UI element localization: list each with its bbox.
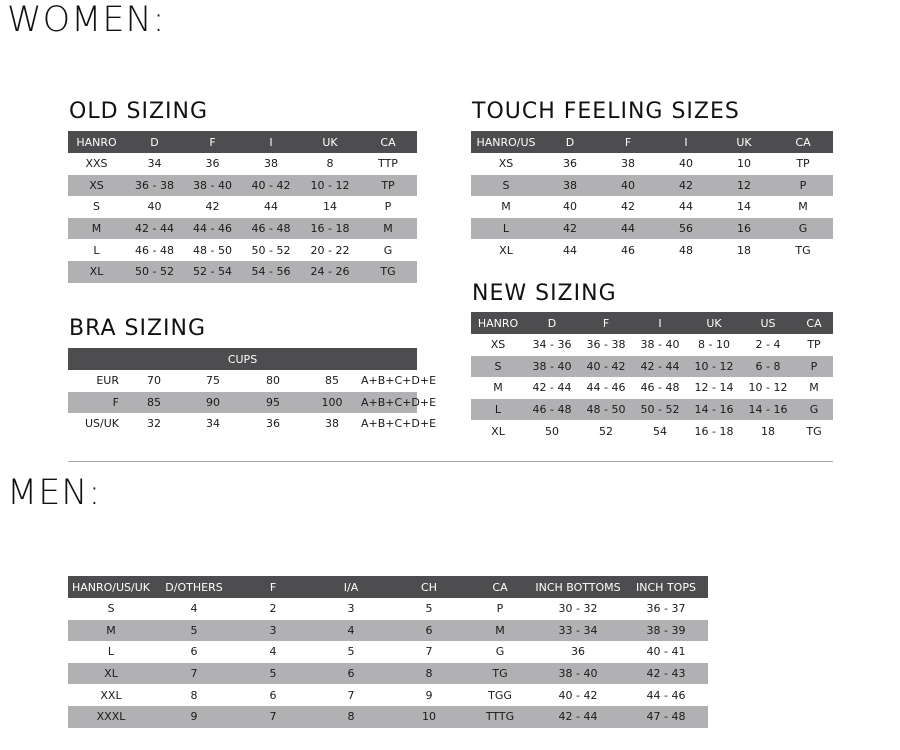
column-header: I bbox=[657, 131, 715, 153]
table-cell: 30 - 32 bbox=[558, 602, 598, 616]
table-cell: 8 bbox=[190, 688, 198, 702]
table-cell: 34 - 36 bbox=[532, 338, 572, 352]
table-cell: 38 - 39 bbox=[624, 620, 708, 642]
column-header: UK bbox=[687, 312, 741, 334]
table-cell: 32 bbox=[147, 417, 161, 431]
table-cell: XXS bbox=[85, 157, 108, 171]
table-cell: 42 - 44 bbox=[125, 218, 184, 240]
table-cell: 10 bbox=[390, 706, 468, 728]
table-row bbox=[68, 218, 417, 240]
table-cell: XL bbox=[68, 261, 125, 283]
table-cell: 40 - 42 bbox=[241, 175, 301, 197]
table-cell: 75 bbox=[206, 374, 220, 388]
women-heading: WOMEN: bbox=[7, 0, 166, 40]
table-cell: 48 - 50 bbox=[193, 243, 232, 257]
table-cell: 42 - 43 bbox=[624, 663, 708, 685]
touch-feeling-title: TOUCH FEELING SIZES bbox=[472, 99, 740, 124]
men-sizing-table bbox=[68, 576, 708, 728]
table-cell: 5 bbox=[425, 602, 433, 616]
table-cell: 20 - 22 bbox=[310, 243, 350, 257]
table-row bbox=[471, 420, 833, 442]
column-header: F bbox=[184, 131, 241, 153]
table-cell: 46 - 48 bbox=[640, 381, 680, 395]
table-cell: 7 bbox=[425, 645, 433, 659]
table-cell: 12 bbox=[715, 175, 773, 197]
column-header: CA bbox=[359, 131, 417, 153]
column-header: INCH TOPS bbox=[624, 576, 708, 598]
table-cell: 8 bbox=[312, 706, 390, 728]
table-cell: TG bbox=[359, 261, 417, 283]
table-cell: 42 bbox=[657, 175, 715, 197]
column-header: HANRO/US bbox=[471, 131, 541, 153]
touch-feeling-table bbox=[471, 131, 833, 261]
table-cell: M bbox=[359, 218, 417, 240]
table-cell: 10 - 12 bbox=[687, 356, 741, 378]
table-header-row bbox=[471, 131, 833, 153]
table-cell: P bbox=[773, 175, 833, 197]
table-cell: 38 bbox=[541, 175, 599, 197]
table-cell: TG bbox=[795, 243, 811, 257]
table-cell: 40 - 42 bbox=[579, 356, 633, 378]
table-cell: 95 bbox=[243, 392, 303, 414]
table-cell: XL bbox=[499, 243, 513, 257]
table-cell: 18 bbox=[761, 424, 775, 438]
table-row bbox=[471, 175, 833, 197]
table-cell: P bbox=[496, 602, 504, 616]
table-cell: TP bbox=[807, 338, 821, 352]
table-header-row bbox=[68, 131, 417, 153]
table-cell: XS bbox=[490, 338, 506, 352]
old-sizing-table bbox=[68, 131, 417, 283]
table-cell: M bbox=[68, 218, 125, 240]
table-cell: G bbox=[383, 243, 393, 257]
table-cell: 52 bbox=[599, 424, 613, 438]
table-cell: 7 bbox=[347, 688, 355, 702]
table-row bbox=[471, 239, 833, 261]
table-row bbox=[471, 399, 833, 421]
new-sizing-title: NEW SIZING bbox=[472, 281, 617, 306]
table-cell: 36 bbox=[571, 645, 585, 659]
table-row bbox=[68, 706, 708, 728]
table-cell: 5 bbox=[347, 645, 355, 659]
column-header: F bbox=[579, 312, 633, 334]
table-cell: 2 bbox=[269, 602, 277, 616]
table-row bbox=[471, 218, 833, 240]
table-cell: 10 bbox=[737, 157, 751, 171]
table-cell: 40 bbox=[147, 200, 162, 214]
table-cell: S bbox=[471, 175, 541, 197]
table-cell: 14 bbox=[737, 200, 751, 214]
table-cell: G bbox=[795, 399, 833, 421]
table-cell: A+B+C+D+E bbox=[361, 374, 437, 388]
table-cell: 46 - 48 bbox=[241, 218, 301, 240]
table-cell: 36 - 37 bbox=[646, 602, 686, 616]
table-cell: EUR bbox=[96, 374, 119, 388]
column-header: CA bbox=[468, 576, 532, 598]
table-cell: M bbox=[798, 200, 808, 214]
table-cell: 48 bbox=[679, 243, 693, 257]
old-sizing-title: OLD SIZING bbox=[69, 99, 209, 124]
table-cell: 40 bbox=[563, 200, 577, 214]
column-header: INCH BOTTOMS bbox=[532, 576, 624, 598]
table-row bbox=[471, 356, 833, 378]
table-cell: 10 - 12 bbox=[748, 381, 788, 395]
table-cell: 34 bbox=[147, 157, 162, 171]
table-cell: M bbox=[468, 620, 532, 642]
table-cell: 56 bbox=[657, 218, 715, 240]
table-row bbox=[68, 175, 417, 197]
table-cell: 3 bbox=[234, 620, 312, 642]
table-row bbox=[68, 598, 708, 620]
table-row bbox=[471, 334, 833, 356]
column-header: D bbox=[525, 312, 579, 334]
table-cell: TG bbox=[806, 424, 822, 438]
table-cell: XXL bbox=[100, 688, 122, 702]
table-cell: P bbox=[384, 200, 392, 214]
table-row bbox=[68, 153, 417, 175]
bra-sizing-title: BRA SIZING bbox=[69, 316, 207, 341]
column-header: UK bbox=[301, 131, 359, 153]
table-cell: 38 bbox=[264, 157, 278, 171]
table-cell: 6 bbox=[312, 663, 390, 685]
table-cell: 46 bbox=[621, 243, 635, 257]
table-cell: 34 bbox=[206, 417, 220, 431]
table-cell: 44 - 46 bbox=[586, 381, 626, 395]
column-header: D bbox=[541, 131, 599, 153]
table-row bbox=[68, 370, 417, 392]
table-cell: XL bbox=[491, 424, 505, 438]
table-cell: 16 - 18 bbox=[694, 424, 734, 438]
table-cell: TP bbox=[796, 157, 810, 171]
table-cell: 6 - 8 bbox=[741, 356, 795, 378]
table-cell: 40 - 42 bbox=[558, 688, 598, 702]
table-cell: 36 bbox=[205, 157, 220, 171]
table-row bbox=[471, 196, 833, 218]
table-cell: 14 bbox=[323, 200, 337, 214]
table-cell: 10 - 12 bbox=[301, 175, 359, 197]
table-cell: TP bbox=[359, 175, 417, 197]
table-cell: XS bbox=[498, 157, 514, 171]
table-cell: 3 bbox=[347, 602, 355, 616]
table-cell: 40 bbox=[599, 175, 657, 197]
table-cell: 14 - 16 bbox=[741, 399, 795, 421]
table-cell: XL bbox=[68, 663, 154, 685]
table-cell: 2 - 4 bbox=[755, 338, 781, 352]
table-cell: 44 bbox=[599, 218, 657, 240]
table-cell: 70 bbox=[147, 374, 161, 388]
table-row bbox=[68, 196, 417, 218]
column-header: F bbox=[599, 131, 657, 153]
table-cell: 54 bbox=[653, 424, 667, 438]
table-cell: 8 - 10 bbox=[698, 338, 730, 352]
column-header: CA bbox=[773, 131, 833, 153]
table-cell: 80 bbox=[266, 374, 280, 388]
table-row bbox=[68, 684, 708, 706]
table-cell: 4 bbox=[190, 602, 198, 616]
table-cell: 42 - 44 bbox=[633, 356, 687, 378]
table-cell: 16 bbox=[715, 218, 773, 240]
table-row bbox=[68, 261, 417, 283]
table-row bbox=[68, 620, 708, 642]
table-cell: 40 - 41 bbox=[646, 645, 686, 659]
table-cell: 54 - 56 bbox=[241, 261, 301, 283]
table-cell: 50 - 52 bbox=[633, 399, 687, 421]
table-cell: US/UK bbox=[84, 417, 119, 431]
table-cell: 40 bbox=[679, 157, 693, 171]
column-header: HANRO bbox=[471, 312, 525, 334]
table-cell: L bbox=[107, 645, 115, 659]
table-cell: 44 bbox=[679, 200, 693, 214]
new-sizing-table bbox=[471, 312, 833, 442]
table-cell: 42 - 44 bbox=[532, 706, 624, 728]
column-header: UK bbox=[715, 131, 773, 153]
table-cell: F bbox=[68, 392, 125, 414]
table-cell: 4 bbox=[269, 645, 277, 659]
column-header: CA bbox=[795, 312, 833, 334]
table-cell: 7 bbox=[234, 706, 312, 728]
column-header: I bbox=[633, 312, 687, 334]
table-cell: G bbox=[495, 645, 505, 659]
table-cell: 50 - 52 bbox=[125, 261, 184, 283]
table-cell: 44 - 46 bbox=[646, 688, 686, 702]
table-cell: 100 bbox=[303, 392, 361, 414]
table-cell: 24 - 26 bbox=[301, 261, 359, 283]
men-heading: MEN: bbox=[7, 473, 102, 513]
table-cell: 36 bbox=[266, 417, 280, 431]
table-cell: 4 bbox=[312, 620, 390, 642]
table-cell: 42 bbox=[205, 200, 220, 214]
table-cell: XXXL bbox=[68, 706, 154, 728]
table-cell: 33 - 34 bbox=[532, 620, 624, 642]
table-cell: 42 bbox=[621, 200, 635, 214]
table-row bbox=[68, 392, 417, 414]
table-cell: M bbox=[68, 620, 154, 642]
column-header: I bbox=[241, 131, 301, 153]
table-cell: TTTG bbox=[468, 706, 532, 728]
column-header: D/OTHERS bbox=[154, 576, 234, 598]
table-cell: 18 bbox=[737, 243, 751, 257]
table-cell: M bbox=[501, 200, 511, 214]
bra-sizing-table bbox=[68, 348, 437, 435]
table-cell: 50 - 52 bbox=[251, 243, 291, 257]
table-cell: 36 - 38 bbox=[125, 175, 184, 197]
table-cell: 85 bbox=[325, 374, 339, 388]
table-cell: L bbox=[93, 243, 100, 257]
column-header: HANRO/US/UK bbox=[68, 576, 154, 598]
table-cell: 46 - 48 bbox=[525, 399, 579, 421]
table-cell: 46 - 48 bbox=[135, 243, 174, 257]
table-header-row bbox=[471, 312, 833, 334]
table-cell: 12 - 14 bbox=[694, 381, 734, 395]
table-cell: S bbox=[107, 602, 115, 616]
table-cell: 8 bbox=[390, 663, 468, 685]
table-cell: TGG bbox=[488, 688, 512, 702]
table-cell: 38 bbox=[325, 417, 339, 431]
cups-header: CUPS bbox=[68, 348, 417, 370]
table-cell: L bbox=[471, 218, 541, 240]
table-cell: 6 bbox=[390, 620, 468, 642]
table-row bbox=[471, 153, 833, 175]
table-header-row bbox=[68, 348, 417, 370]
table-cell: 50 bbox=[545, 424, 559, 438]
table-cell: 44 - 46 bbox=[184, 218, 241, 240]
table-cell: 38 bbox=[621, 157, 635, 171]
table-cell: TTP bbox=[378, 157, 398, 171]
table-cell: L bbox=[471, 399, 525, 421]
table-cell: M bbox=[809, 381, 819, 395]
table-cell: 5 bbox=[154, 620, 234, 642]
table-cell: G bbox=[773, 218, 833, 240]
table-cell: 5 bbox=[234, 663, 312, 685]
column-header: I/A bbox=[312, 576, 390, 598]
table-cell: 38 - 40 bbox=[640, 338, 680, 352]
table-cell: 42 - 44 bbox=[532, 381, 572, 395]
column-header: HANRO bbox=[68, 131, 125, 153]
table-cell: 38 - 40 bbox=[525, 356, 579, 378]
table-header-row bbox=[68, 576, 708, 598]
table-cell: 36 bbox=[563, 157, 577, 171]
table-cell: 7 bbox=[154, 663, 234, 685]
table-cell: 16 - 18 bbox=[301, 218, 359, 240]
table-cell: P bbox=[795, 356, 833, 378]
table-cell: S bbox=[93, 200, 100, 214]
table-cell: 52 - 54 bbox=[184, 261, 241, 283]
table-cell: 6 bbox=[190, 645, 198, 659]
table-cell: A+B+C+D+E bbox=[361, 417, 437, 431]
table-cell: 47 - 48 bbox=[624, 706, 708, 728]
table-row bbox=[68, 239, 417, 261]
table-cell: 8 bbox=[326, 157, 334, 171]
table-cell: 38 - 40 bbox=[184, 175, 241, 197]
column-header: CH bbox=[390, 576, 468, 598]
table-row bbox=[68, 663, 708, 685]
table-cell: S bbox=[471, 356, 525, 378]
table-cell: 85 bbox=[125, 392, 183, 414]
table-cell: 36 - 38 bbox=[586, 338, 626, 352]
table-cell: 14 - 16 bbox=[687, 399, 741, 421]
column-header: D bbox=[125, 131, 184, 153]
table-cell: XS bbox=[68, 175, 125, 197]
section-divider bbox=[68, 461, 833, 462]
table-cell: 48 - 50 bbox=[579, 399, 633, 421]
table-cell: A+B+C+D+E bbox=[361, 392, 417, 414]
table-row bbox=[471, 377, 833, 399]
table-row bbox=[68, 413, 417, 435]
table-cell: 44 bbox=[264, 200, 278, 214]
column-header: US bbox=[741, 312, 795, 334]
table-cell: 90 bbox=[183, 392, 243, 414]
table-cell: TG bbox=[468, 663, 532, 685]
table-cell: 44 bbox=[563, 243, 577, 257]
table-cell: M bbox=[493, 381, 503, 395]
table-cell: 38 - 40 bbox=[532, 663, 624, 685]
table-cell: 6 bbox=[269, 688, 277, 702]
table-cell: 9 bbox=[425, 688, 433, 702]
table-cell: 42 bbox=[541, 218, 599, 240]
column-header: F bbox=[234, 576, 312, 598]
table-row bbox=[68, 641, 708, 663]
table-cell: 9 bbox=[154, 706, 234, 728]
